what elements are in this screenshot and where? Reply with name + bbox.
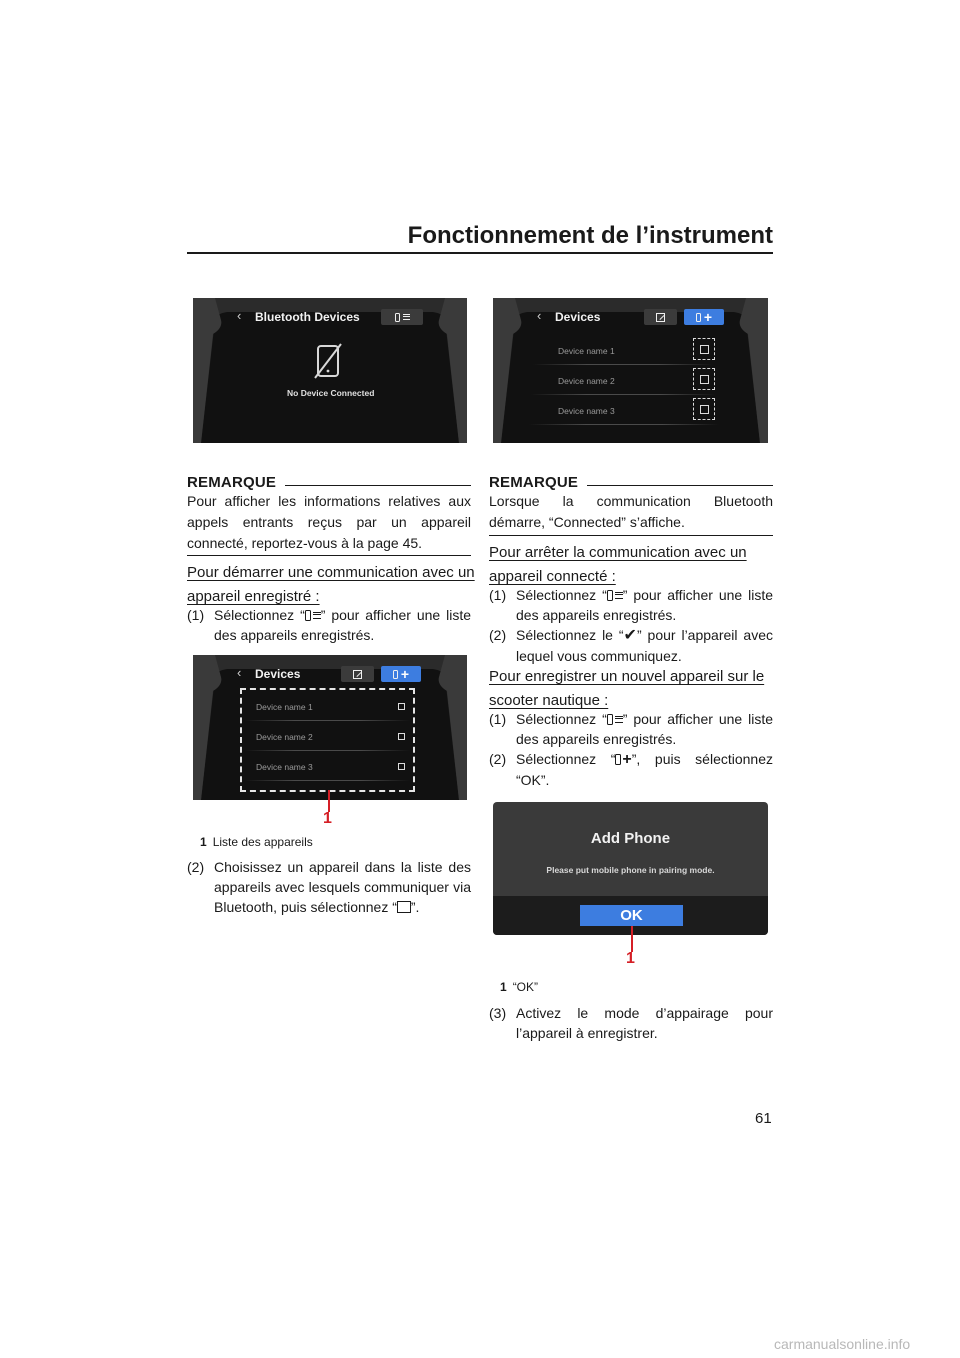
- device-item: Device name 3: [558, 406, 615, 416]
- step-2: (2) Sélectionnez “ +”, puis sélectionnez “OK”.: [489, 751, 774, 788]
- screen-title: Devices: [555, 310, 601, 324]
- add-phone-button: [381, 666, 421, 682]
- ok-button: OK: [580, 905, 683, 926]
- device-item: Device name 1: [256, 702, 313, 712]
- divider: [533, 364, 713, 365]
- section-heading: Pour démarrer une communication avec un appareil enregistré :: [187, 564, 475, 605]
- page-number: 61: [755, 1110, 772, 1127]
- divider: [531, 394, 716, 395]
- edit-icon: [656, 313, 665, 322]
- step-3: (3) Activez le mode d’appairage pour l’appareil à enregistrer.: [489, 1005, 773, 1041]
- figure-device-list-callout: [193, 655, 467, 800]
- page-title: Fonctionnement de l’instrument: [407, 222, 773, 249]
- checkmark-icon: ✔: [623, 627, 637, 644]
- divider: [245, 750, 410, 751]
- remarque-label: REMARQUE: [489, 474, 579, 491]
- device-item: Device name 2: [558, 376, 615, 386]
- list-icon: [403, 314, 410, 320]
- add-phone-button: [684, 309, 724, 325]
- callout-number: 1: [626, 950, 635, 967]
- callout-line: [631, 926, 633, 952]
- dialog-title: Add Phone: [590, 830, 671, 847]
- plus-icon: +: [622, 751, 632, 768]
- plus-icon: +: [703, 309, 713, 325]
- edit-button: [341, 666, 374, 682]
- figure-caption: 1 Liste des appareils: [200, 835, 313, 849]
- watermark: carmanualsonline.info: [774, 1336, 911, 1352]
- edit-button: [644, 309, 677, 325]
- screen-title: Bluetooth Devices: [255, 310, 360, 324]
- select-box-icon: [693, 368, 715, 390]
- divider: [245, 720, 410, 721]
- back-chevron-icon: ‹: [237, 308, 242, 323]
- step-1: (1) Sélectionnez “ ” pour afficher une liste des appareils enregistrés.: [489, 711, 774, 747]
- remarque-label: REMARQUE: [187, 474, 277, 491]
- list-icon: [313, 612, 321, 619]
- divider: [245, 780, 410, 781]
- step-2: (2) Sélectionnez le “✔” pour l’appareil avec lequel vous communiquez.: [489, 627, 773, 664]
- phone-icon: [607, 714, 613, 725]
- callout-line: [328, 790, 330, 812]
- remarque-text: Lorsque la communication Bluetooth démarre, “Connected” s’affiche.: [489, 493, 773, 530]
- remarque-rule: [587, 485, 773, 486]
- title-rule: [187, 252, 773, 254]
- step-1: (1) Sélectionnez “ ” pour afficher une liste des appareils enregistrés.: [187, 607, 472, 643]
- divider: [529, 424, 719, 425]
- figure-add-phone: [493, 802, 768, 935]
- list-icon: [615, 592, 623, 599]
- step-1: (1) Sélectionnez “ ” pour afficher une liste des appareils enregistrés.: [489, 587, 774, 623]
- no-phone-icon: [313, 343, 343, 379]
- phone-icon: [395, 313, 400, 322]
- section-rule: [187, 555, 471, 556]
- section-heading: Pour enregistrer un nouvel appareil sur le scooter nautique :: [489, 668, 765, 709]
- screen-title: Devices: [255, 667, 301, 681]
- no-device-message: No Device Connected: [287, 388, 375, 398]
- figure-devices-list: [493, 298, 768, 443]
- device-item: Device name 3: [256, 762, 313, 772]
- callout-number: 1: [323, 810, 332, 827]
- device-item: Device name 1: [558, 346, 615, 356]
- figure-caption: 1 “OK”: [500, 980, 539, 994]
- section-heading: Pour arrêter la communication avec un appareil connecté :: [489, 544, 747, 585]
- phone-icon: [607, 590, 613, 601]
- checkbox-icon: [398, 733, 405, 740]
- device-item: Device name 2: [256, 732, 313, 742]
- plus-icon: +: [400, 666, 410, 682]
- checkbox-icon: [398, 763, 405, 770]
- dialog-message: Please put mobile phone in pairing mode.: [546, 865, 715, 875]
- screen-bezel: [493, 298, 768, 443]
- step-2: (2) Choisissez un appareil dans la liste des appareils avec lesquels communiquer via Bluetooth, puis sélectionnez “ ”.: [187, 859, 471, 915]
- section-rule: [489, 535, 773, 536]
- back-chevron-icon: ‹: [537, 308, 542, 323]
- device-list-button: [381, 309, 423, 325]
- select-box-icon: [693, 398, 715, 420]
- list-icon: [615, 716, 623, 723]
- phone-icon: [696, 313, 701, 322]
- phone-icon: [305, 610, 311, 621]
- figure-bluetooth-devices: [193, 298, 467, 443]
- back-chevron-icon: ‹: [237, 665, 242, 680]
- phone-icon: [615, 754, 621, 765]
- remarque-rule: [285, 485, 471, 486]
- checkbox-icon: [397, 901, 411, 913]
- remarque-text: Pour afficher les informations relatives aux appels entrants reçus par un appareil connecté, reportez-vous à la page 45.: [187, 493, 471, 551]
- checkbox-icon: [398, 703, 405, 710]
- select-box-icon: [693, 338, 715, 360]
- edit-icon: [353, 670, 362, 679]
- phone-icon: [393, 670, 398, 679]
